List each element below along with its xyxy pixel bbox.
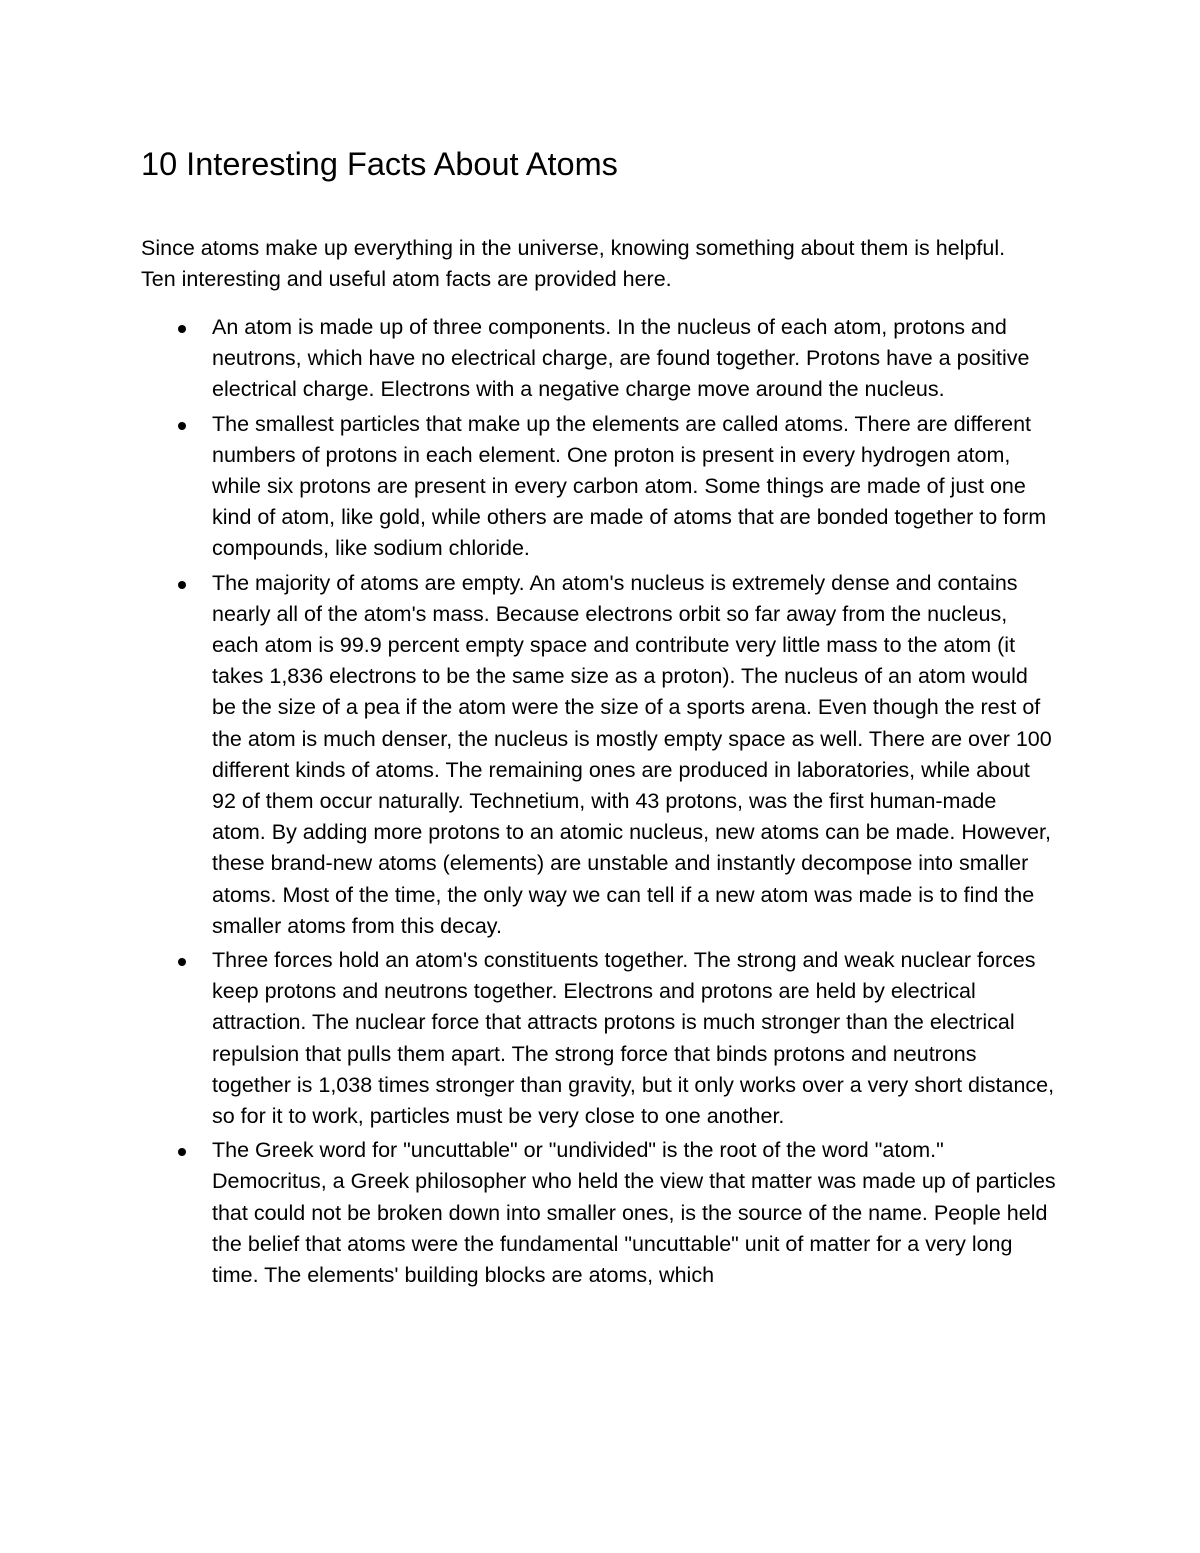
facts-list	[141, 312, 1056, 1294]
bullet-icon	[178, 422, 186, 430]
document-page	[141, 0, 1056, 1553]
list-item	[141, 945, 1056, 1132]
bullet-icon	[178, 1148, 186, 1156]
bullet-icon	[178, 958, 186, 966]
fact-text: Three forces hold an atom's constituents together. The strong and weak nuclear forces keep protons and neutrons together. Electrons and protons are held by electrical attraction. The nuclear force that attracts protons is much stronger than the electrical repulsion that pulls them apart. The strong force that binds protons and neutrons together is 1,038 times stronger than gravity, but it only works over a very short distance, so for it to work, particles must be very close to one another.	[212, 948, 1055, 1129]
bullet-icon	[178, 325, 186, 333]
list-item	[141, 1135, 1056, 1291]
list-item	[141, 312, 1056, 406]
fact-text: The majority of atoms are empty. An atom's nucleus is extremely dense and contains nearly all of the atom's mass. Because electrons orbit so far away from the nucleus, each atom is 99.9 percent empty space and contribute very little mass to the atom (it takes 1,836 electrons to be the same size as a proton). The nucleus of an atom would be the size of a pea if the atom were the size of a sports arena. Even though the rest of the atom is much denser, the nucleus is mostly empty space as well. There are over 100 different kinds of atoms. The remaining ones are produced in laboratories, while about 92 of them occur naturally. Technetium, with 43 protons, was the first human-made atom. By adding more protons to an atomic nucleus, new atoms can be made. However, these brand-new atoms (elements) are unstable and instantly decompose into smaller atoms. Most of the time, the only way we can tell if a new atom was made is to find the smaller atoms from this decay.	[212, 570, 1052, 938]
fact-text: The smallest particles that make up the elements are called atoms. There are different numbers of protons in each element. One proton is present in every hydrogen atom, while six protons are present in every carbon atom. Some things are made of just one kind of atom, like gold, while others are made of atoms that are bonded together to form compounds, like sodium chloride.	[212, 411, 1047, 561]
document-title: 10 Interesting Facts About Atoms	[141, 146, 618, 182]
list-item	[141, 568, 1056, 942]
intro-paragraph: Since atoms make up everything in the universe, knowing something about them is helpful. Ten interesting and useful atom facts are provided here.	[141, 236, 1006, 292]
list-item	[141, 409, 1056, 565]
fact-text: The Greek word for "uncuttable" or "undivided" is the root of the word "atom." Democritus, a Greek philosopher who held the view that matter was made up of particles that could not be broken down into smaller ones, is the source of the name. People held the belief that atoms were the fundamental "uncuttable" unit of matter for a very long time. The elements' building blocks are atoms, which	[212, 1138, 1056, 1288]
fact-text: An atom is made up of three components. In the nucleus of each atom, protons and neutrons, which have no electrical charge, are found together. Protons have a positive electrical charge. Electrons with a negative charge move around the nucleus.	[212, 315, 1030, 402]
bullet-icon	[178, 581, 186, 589]
